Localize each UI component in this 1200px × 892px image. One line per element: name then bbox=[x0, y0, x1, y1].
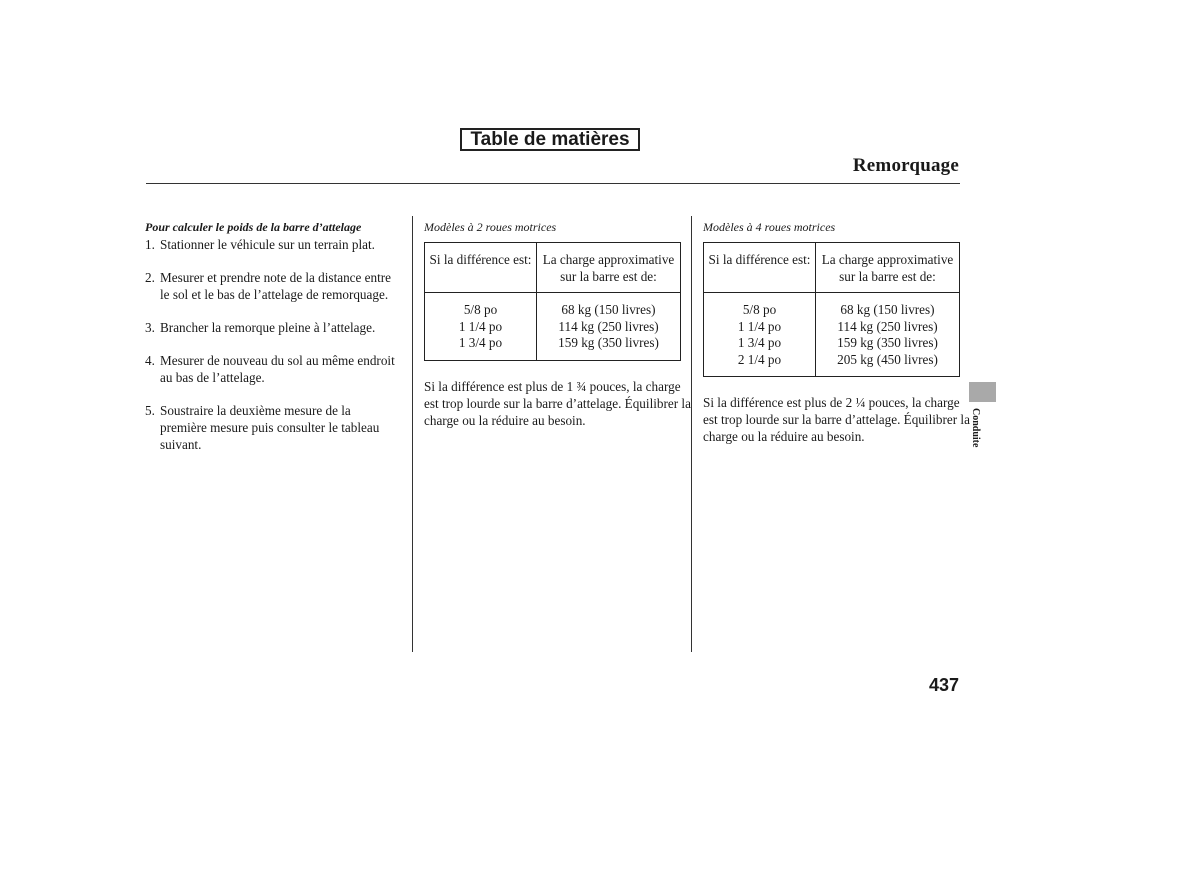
left-column bbox=[145, 219, 407, 469]
2wd-heading: Modèles à 2 roues motrices bbox=[424, 220, 557, 234]
title-rule bbox=[146, 183, 960, 184]
step-text: Mesurer de nouveau du sol au même endroit au bas de l’attelage. bbox=[160, 353, 395, 385]
step-item bbox=[145, 236, 407, 253]
section-tab-marker bbox=[969, 382, 996, 402]
4wd-load-table bbox=[703, 242, 960, 377]
step-number: 3. bbox=[145, 320, 155, 335]
step-text: Soustraire la deuxième mesure de la première mesure puis consulter le tableau suivant. bbox=[160, 403, 380, 452]
procedure-steps bbox=[145, 236, 407, 453]
middle-column bbox=[424, 219, 691, 429]
page-number: 437 bbox=[928, 675, 959, 695]
table-cell-differences: 5/8 po 1 1/4 po 1 3/4 po bbox=[425, 293, 537, 361]
column-divider-left bbox=[412, 216, 413, 652]
step-number: 4. bbox=[145, 353, 155, 368]
step-number: 5. bbox=[145, 403, 155, 418]
step-text: Stationner le véhicule sur un terrain plat. bbox=[160, 237, 375, 252]
table-header-load: La charge approximative sur la barre est de: bbox=[816, 243, 960, 293]
procedure-heading: Pour calculer le poids de la barre d’attelage bbox=[145, 220, 362, 234]
step-item bbox=[145, 402, 407, 453]
section-side-label: Conduite bbox=[970, 408, 981, 448]
table-header-load: La charge approximative sur la barre est de: bbox=[537, 243, 681, 293]
table-cell-loads: 68 kg (150 livres) 114 kg (250 livres) 159 kg (350 livres) bbox=[537, 293, 681, 361]
right-column bbox=[703, 219, 970, 445]
table-cell-differences: 5/8 po 1 1/4 po 1 3/4 po 2 1/4 po bbox=[704, 293, 816, 377]
table-cell-loads: 68 kg (150 livres) 114 kg (250 livres) 159 kg (350 livres) 205 kg (450 livres) bbox=[816, 293, 960, 377]
2wd-note: Si la différence est plus de 1 ¾ pouces, la charge est trop lourde sur la barre d’attelage. Équilibrer la charge ou la réduire au besoin. bbox=[424, 378, 691, 428]
step-item bbox=[145, 319, 407, 336]
step-number: 2. bbox=[145, 270, 155, 285]
2wd-load-table bbox=[424, 242, 681, 361]
section-title: Remorquage bbox=[852, 155, 959, 176]
step-item bbox=[145, 269, 407, 303]
4wd-heading: Modèles à 4 roues motrices bbox=[703, 220, 836, 234]
step-item bbox=[145, 352, 407, 386]
table-header-difference: Si la différence est: bbox=[425, 243, 537, 293]
table-of-contents-button[interactable]: Table de matières bbox=[460, 128, 640, 151]
4wd-note: Si la différence est plus de 2 ¼ pouces, la charge est trop lourde sur la barre d’attelage. Équilibrer la charge ou la réduire au besoin. bbox=[703, 395, 970, 444]
column-divider-right bbox=[691, 216, 692, 652]
table-header-difference: Si la différence est: bbox=[704, 243, 816, 293]
step-number: 1. bbox=[145, 237, 155, 252]
step-text: Mesurer et prendre note de la distance entre le sol et le bas de l’attelage de remorquage. bbox=[160, 270, 392, 302]
step-text: Brancher la remorque pleine à l’attelage. bbox=[160, 320, 376, 335]
